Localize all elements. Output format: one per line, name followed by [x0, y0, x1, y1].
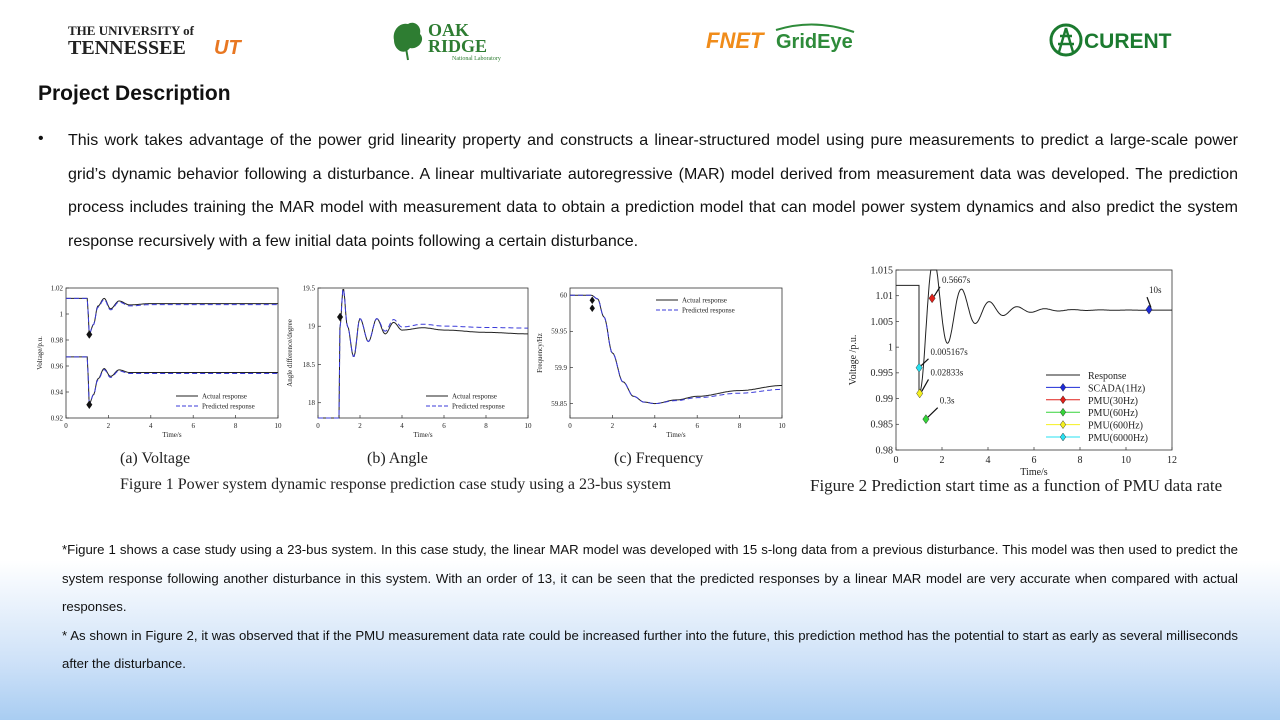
annotation-label: 10s — [1149, 285, 1162, 296]
x-tick-label: 8 — [233, 422, 238, 430]
bullet-icon: • — [38, 130, 44, 147]
y-tick-label: 59.95 — [551, 327, 567, 336]
legend-label: PMU(6000Hz) — [1088, 433, 1148, 444]
oak-leaf-icon — [394, 23, 422, 60]
voltage-chart — [38, 284, 288, 444]
annotation-label: 0.005167s — [930, 346, 968, 357]
y-tick-label: 1 — [59, 310, 63, 319]
oak-ridge-logo — [388, 18, 528, 62]
ut-logo-line2: TENNESSEE — [68, 37, 186, 59]
x-axis-label: Time/s — [162, 431, 182, 439]
legend-label: PMU(60Hz) — [1088, 408, 1138, 420]
frequency-chart — [536, 284, 786, 444]
x-tick-label: 0 — [893, 455, 899, 466]
y-tick-label: 0.98 — [50, 336, 63, 345]
x-tick-label: 2 — [106, 422, 111, 430]
x-tick-label: 0 — [568, 422, 572, 430]
y-tick-label: 0.98 — [875, 445, 893, 457]
legend-label: Predicted response — [452, 402, 505, 411]
y-tick-label: 19.5 — [302, 284, 315, 293]
ornl-logo-line1: OAK — [428, 20, 470, 40]
x-tick-label: 12 — [1167, 455, 1177, 466]
y-tick-label: 60 — [560, 291, 567, 300]
x-axis-label: Time/s — [666, 431, 686, 439]
annotation-label: 0.5667s — [942, 274, 971, 285]
x-tick-label: 0 — [316, 422, 320, 430]
y-tick-label: 1 — [888, 342, 893, 354]
x-tick-label: 10 — [524, 422, 532, 430]
x-tick-label: 4 — [149, 422, 153, 430]
x-tick-label: 6 — [191, 422, 195, 430]
x-tick-label: 8 — [737, 422, 742, 430]
subcaption-frequency: (c) Frequency — [614, 450, 704, 467]
fnet-logo-part2: GridEye — [776, 31, 853, 53]
y-tick-label: 0.99 — [875, 393, 893, 405]
y-axis-label: Voltage/p.u. — [36, 336, 44, 370]
tower-icon — [1051, 25, 1081, 55]
curent-logo-text: CURENT — [1084, 30, 1172, 53]
legend-label: PMU(600Hz) — [1088, 420, 1143, 432]
legend-label: Predicted response — [202, 402, 255, 411]
x-tick-label: 10 — [274, 422, 282, 430]
subcaption-voltage: (a) Voltage — [120, 450, 191, 467]
legend-label: Actual response — [202, 392, 247, 401]
x-tick-label: 6 — [1031, 455, 1037, 466]
x-tick-label: 8 — [1077, 455, 1083, 466]
legend-label: Actual response — [452, 392, 497, 401]
x-tick-label: 4 — [985, 455, 991, 466]
prediction-start-time-chart — [838, 262, 1188, 476]
x-tick-label: 4 — [653, 422, 657, 430]
x-tick-label: 6 — [695, 422, 699, 430]
x-tick-label: 2 — [358, 422, 362, 430]
subcaption-angle: (b) Angle — [367, 450, 428, 467]
y-axis-label: Frequency/Hz — [536, 333, 544, 373]
figure2-caption: Figure 2 Prediction start time as a function of PMU data rate — [810, 476, 1223, 495]
legend-label: PMU(30Hz) — [1088, 395, 1138, 407]
x-axis-label: Time/s — [1020, 467, 1048, 478]
annotation-label: 0.3s — [939, 395, 955, 406]
ut-logo-mark: UT — [214, 37, 241, 59]
plot-frame — [570, 288, 782, 418]
y-tick-label: 59.85 — [551, 399, 567, 408]
fnet-logo-part1: FNET — [706, 28, 764, 53]
y-tick-label: 0.96 — [50, 362, 63, 371]
x-tick-label: 10 — [1121, 455, 1131, 466]
university-of-tennessee-logo — [66, 18, 256, 62]
y-axis-label: Angle difference/degree — [286, 319, 294, 387]
x-tick-label: 10 — [778, 422, 786, 430]
y-axis-label: Voltage /p.u. — [848, 334, 859, 386]
y-tick-label: 0.985 — [870, 419, 893, 431]
y-tick-label: 18 — [308, 399, 315, 408]
y-tick-label: 59.9 — [554, 363, 567, 372]
x-tick-label: 6 — [442, 422, 446, 430]
legend-label: SCADA(1Hz) — [1088, 383, 1146, 395]
y-tick-label: 1.005 — [870, 316, 893, 328]
y-tick-label: 19 — [308, 322, 315, 331]
y-tick-label: 18.5 — [302, 360, 315, 369]
y-tick-label: 0.995 — [870, 368, 893, 380]
x-tick-label: 8 — [484, 422, 488, 430]
note-1: *Figure 1 shows a case study using a 23-bus system. In this case study, the linear MAR model was developed with 15 s-long data from a previous disturbance. This model was then used to predict the system response following another disturbance in this system. With an order of 13, it can be seen that the predicted responses by a linear MAR model are very accurate when compared with actual responses. — [62, 542, 1238, 614]
x-axis-label: Time/s — [413, 431, 433, 439]
legend-label: Response — [1088, 371, 1127, 382]
ornl-logo-line2: RIDGE — [428, 36, 488, 56]
y-tick-label: 0.94 — [50, 388, 63, 397]
figure1-caption: Figure 1 Power system dynamic response prediction case study using a 23-bus system — [120, 476, 672, 493]
legend-label: Actual response — [682, 296, 727, 305]
ornl-logo-line3: National Laboratory — [452, 56, 501, 62]
ut-logo-line1: THE UNIVERSITY of — [68, 23, 194, 38]
x-tick-label: 2 — [939, 455, 945, 466]
page-title: Project Description — [38, 82, 231, 105]
legend-label: Predicted response — [682, 306, 735, 315]
notes — [62, 536, 1238, 679]
y-tick-label: 1.015 — [870, 265, 893, 277]
angle-chart — [286, 284, 536, 444]
fnet-grideye-logo — [704, 18, 874, 62]
y-tick-label: 1.01 — [875, 291, 893, 303]
x-tick-label: 2 — [610, 422, 615, 430]
curent-logo — [1046, 18, 1226, 62]
x-tick-label: 4 — [400, 422, 404, 430]
y-tick-label: 0.92 — [50, 414, 63, 423]
x-tick-label: 0 — [64, 422, 68, 430]
note-2: * As shown in Figure 2, it was observed that if the PMU measurement data rate could be increased further into the future, this prediction method has the potential to start as early as several milliseconds after the disturbance. — [62, 627, 1238, 671]
project-description-text: This work takes advantage of the power grid linearity property and constructs a linear-structured model using pure measurements to predict a large-scale power grid’s dynamic behavior following a disturbance. A linear multivariate autoregressive (MAR) model derived from measurement data was developed. The prediction process includes training the MAR model with measurement data to obtain a prediction model that can model power system dynamics and also predict the system response recursively with a few initial data points following a certain disturbance. — [68, 132, 1238, 250]
annotation-label: 0.02833s — [930, 367, 964, 378]
y-tick-label: 1.02 — [50, 284, 63, 293]
